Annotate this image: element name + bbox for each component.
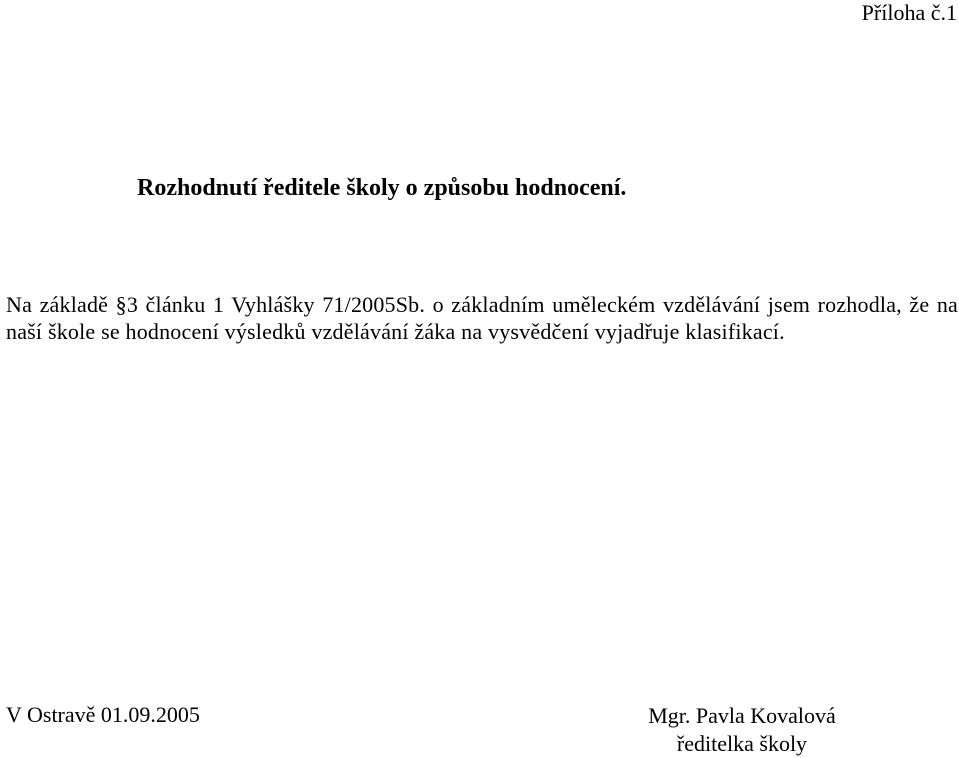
- document-body-paragraph: Na základě §3 článku 1 Vyhlášky 71/2005Sb. o základním uměleckém vzdělávání jsem rozhodla, že na naší škole se hodnocení výsledků vzdělávání žáka na vysvědčení vyjadřuje klasifikací.: [6, 292, 958, 344]
- signatory-role: ředitelka školy: [676, 731, 808, 756]
- document-title: Rozhodnutí ředitele školy o způsobu hodnocení.: [137, 175, 627, 201]
- attachment-label: Příloha č.1: [861, 0, 957, 25]
- signatory-name: Mgr. Pavla Kovalová: [648, 703, 836, 728]
- signature-block: [612, 702, 872, 758]
- place-and-date: V Ostravě 01.09.2005: [6, 702, 200, 727]
